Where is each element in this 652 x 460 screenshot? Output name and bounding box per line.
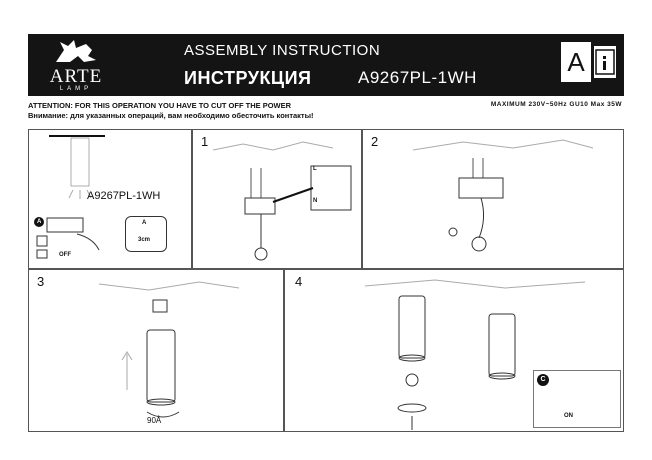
ceiling-line-3 bbox=[89, 278, 249, 298]
step-c-diagram bbox=[533, 370, 621, 428]
shade-assembled bbox=[483, 310, 523, 400]
warning-en: ATTENTION: FOR THIS OPERATION YOU HAVE TO CUT OFF THE POWER bbox=[28, 101, 292, 110]
step-3-number: 3 bbox=[37, 274, 45, 289]
warning-ru: Внимание: для указанных операций, вам необходимо обесточить контакты! bbox=[28, 111, 314, 120]
arte-lion-logo bbox=[36, 36, 116, 68]
rotation-label: 90Å bbox=[147, 416, 162, 425]
ceiling-line bbox=[203, 138, 353, 158]
logo-sub: LAMP bbox=[59, 86, 93, 92]
step-a-badge: A bbox=[37, 219, 42, 225]
ceiling-line-4 bbox=[355, 278, 595, 298]
strip-diagram bbox=[125, 216, 167, 252]
wire-l-label: L bbox=[313, 166, 317, 172]
header-bar bbox=[28, 34, 624, 96]
step-c-badge: C bbox=[537, 374, 549, 386]
strip-label: A bbox=[142, 220, 147, 226]
shade-exploded bbox=[393, 290, 433, 430]
panel-step-3 bbox=[28, 269, 284, 432]
step-1-number: 1 bbox=[201, 134, 209, 149]
language-letter: A bbox=[561, 42, 591, 82]
wire-n-label: N bbox=[313, 198, 318, 204]
panel-step-1 bbox=[192, 129, 362, 269]
panel-step-2 bbox=[362, 129, 624, 269]
on-label: ON bbox=[564, 413, 573, 419]
step-4-number: 4 bbox=[295, 274, 303, 289]
strip-length: 3cm bbox=[138, 237, 151, 243]
logo-brand: ARTE bbox=[49, 66, 103, 87]
mount-and-wires bbox=[233, 158, 353, 268]
header-model: A9267PL-1WH bbox=[358, 68, 477, 87]
mount-assembly-2 bbox=[443, 158, 543, 268]
manual-book-icon bbox=[594, 46, 616, 78]
step-a-diagram bbox=[33, 216, 113, 266]
title-ru: ИНСТРУКЦИЯ bbox=[184, 68, 312, 88]
off-label: OFF bbox=[59, 252, 71, 258]
ceiling-line-2 bbox=[403, 138, 603, 158]
specs-text: MAXIMUM 230V~50Hz GU10 Max 35W bbox=[490, 101, 622, 108]
step-2-number: 2 bbox=[371, 134, 379, 149]
panel-intro bbox=[28, 129, 192, 269]
title-en: ASSEMBLY INSTRUCTION bbox=[184, 42, 381, 59]
arte-logo bbox=[36, 36, 116, 94]
up-arrow-icon bbox=[121, 350, 133, 390]
panel-step-4 bbox=[284, 269, 624, 432]
cylinder-shade bbox=[143, 300, 183, 410]
intro-model: A9267PL-1WH bbox=[87, 190, 161, 202]
